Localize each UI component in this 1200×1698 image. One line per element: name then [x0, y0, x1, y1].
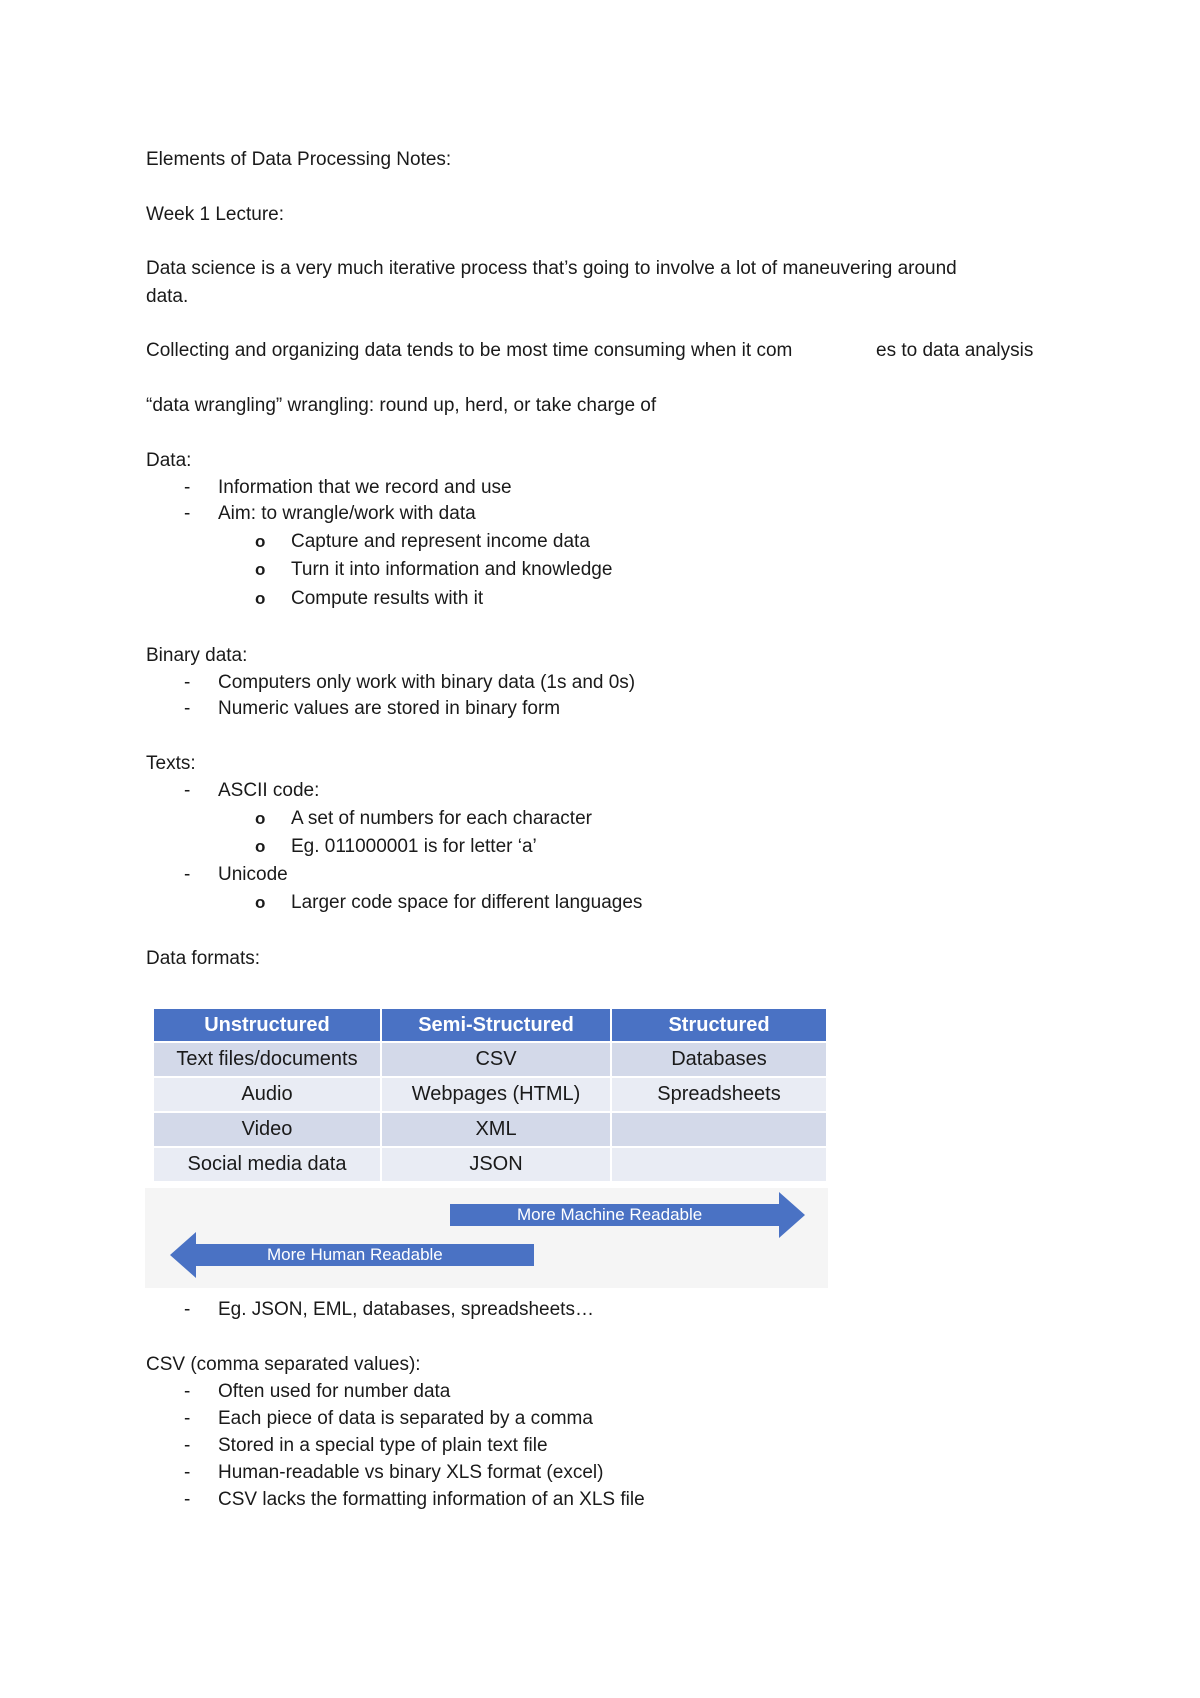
circle-bullet: o [255, 589, 266, 608]
texts-sub-1: A set of numbers for each character [291, 808, 592, 829]
dash-bullet: - [184, 1299, 191, 1320]
table-cell: Spreadsheets [611, 1077, 827, 1112]
table-cell: Text files/documents [154, 1042, 381, 1077]
data-sub-2: Turn it into information and knowledge [291, 559, 613, 580]
csv-item-2: Each piece of data is separated by a comma [218, 1408, 593, 1429]
dash-bullet: - [184, 1462, 191, 1483]
table-cell: JSON [381, 1147, 611, 1182]
week-heading: Week 1 Lecture: [146, 204, 285, 225]
dash-bullet: - [184, 1381, 191, 1402]
binary-item-1: Computers only work with binary data (1s and 0s) [218, 672, 636, 693]
data-sub-3: Compute results with it [291, 588, 484, 609]
dash-bullet: - [184, 477, 191, 498]
dash-bullet: - [184, 698, 191, 719]
readability-arrows [145, 1188, 828, 1288]
table-cell: Social media data [154, 1147, 381, 1182]
table-row [154, 1147, 827, 1182]
circle-bullet: o [255, 809, 266, 828]
texts-sub-3: Larger code space for different languages [291, 892, 643, 913]
binary-item-2: Numeric values are stored in binary form [218, 698, 561, 719]
dash-bullet: - [184, 1408, 191, 1429]
formats-heading: Data formats: [146, 948, 261, 969]
dash-bullet: - [184, 1435, 191, 1456]
table-header-unstructured: Unstructured [154, 1009, 381, 1042]
collecting-text-part2: es to data analysis [876, 340, 1034, 361]
data-formats-table [154, 1009, 828, 1183]
table-cell: XML [381, 1112, 611, 1147]
circle-bullet: o [255, 532, 266, 551]
document-title: Elements of Data Processing Notes: [146, 149, 452, 170]
machine-readable-label: More Machine Readable [517, 1205, 703, 1224]
binary-heading: Binary data: [146, 645, 248, 666]
table-row [154, 1077, 827, 1112]
wrangling-text: “data wrangling” wrangling: round up, herd, or take charge of [146, 395, 657, 416]
table-cell [611, 1112, 827, 1147]
table-cell: CSV [381, 1042, 611, 1077]
circle-bullet: o [255, 893, 266, 912]
data-sub-1: Capture and represent income data [291, 531, 590, 552]
csv-item-4: Human-readable vs binary XLS format (excel) [218, 1462, 604, 1483]
csv-item-1: Often used for number data [218, 1381, 451, 1402]
circle-bullet: o [255, 837, 266, 856]
table-cell: Video [154, 1112, 381, 1147]
table-cell: Webpages (HTML) [381, 1077, 611, 1112]
dash-bullet: - [184, 864, 191, 885]
dash-bullet: - [184, 672, 191, 693]
texts-item-1: ASCII code: [218, 780, 320, 801]
circle-bullet: o [255, 560, 266, 579]
table-cell [611, 1147, 827, 1182]
table-cell: Audio [154, 1077, 381, 1112]
data-heading: Data: [146, 450, 192, 471]
data-item-1: Information that we record and use [218, 477, 512, 498]
intro-line-1: Data science is a very much iterative process that’s going to involve a lot of maneuvering around [146, 258, 957, 279]
dash-bullet: - [184, 1489, 191, 1510]
dash-bullet: - [184, 503, 191, 524]
texts-item-2: Unicode [218, 864, 288, 885]
csv-item-3: Stored in a special type of plain text file [218, 1435, 548, 1456]
table-row [154, 1112, 827, 1147]
arrow-graphic [145, 1188, 828, 1288]
table-row [154, 1042, 827, 1077]
data-item-2: Aim: to wrangle/work with data [218, 503, 476, 524]
dash-bullet: - [184, 780, 191, 801]
texts-sub-2: Eg. 011000001 is for letter ‘a’ [291, 836, 537, 857]
table-header-semi-structured: Semi-Structured [381, 1009, 611, 1042]
texts-heading: Texts: [146, 753, 196, 774]
human-readable-label: More Human Readable [267, 1245, 443, 1264]
formats-example: Eg. JSON, EML, databases, spreadsheets… [218, 1299, 594, 1320]
csv-heading: CSV (comma separated values): [146, 1354, 421, 1375]
intro-line-2: data. [146, 286, 189, 307]
csv-item-5: CSV lacks the formatting information of an XLS file [218, 1489, 645, 1510]
table-header-structured: Structured [611, 1009, 827, 1042]
table-header-row [154, 1009, 827, 1042]
collecting-text-part1: Collecting and organizing data tends to be most time consuming when it com [146, 340, 793, 361]
table-cell: Databases [611, 1042, 827, 1077]
